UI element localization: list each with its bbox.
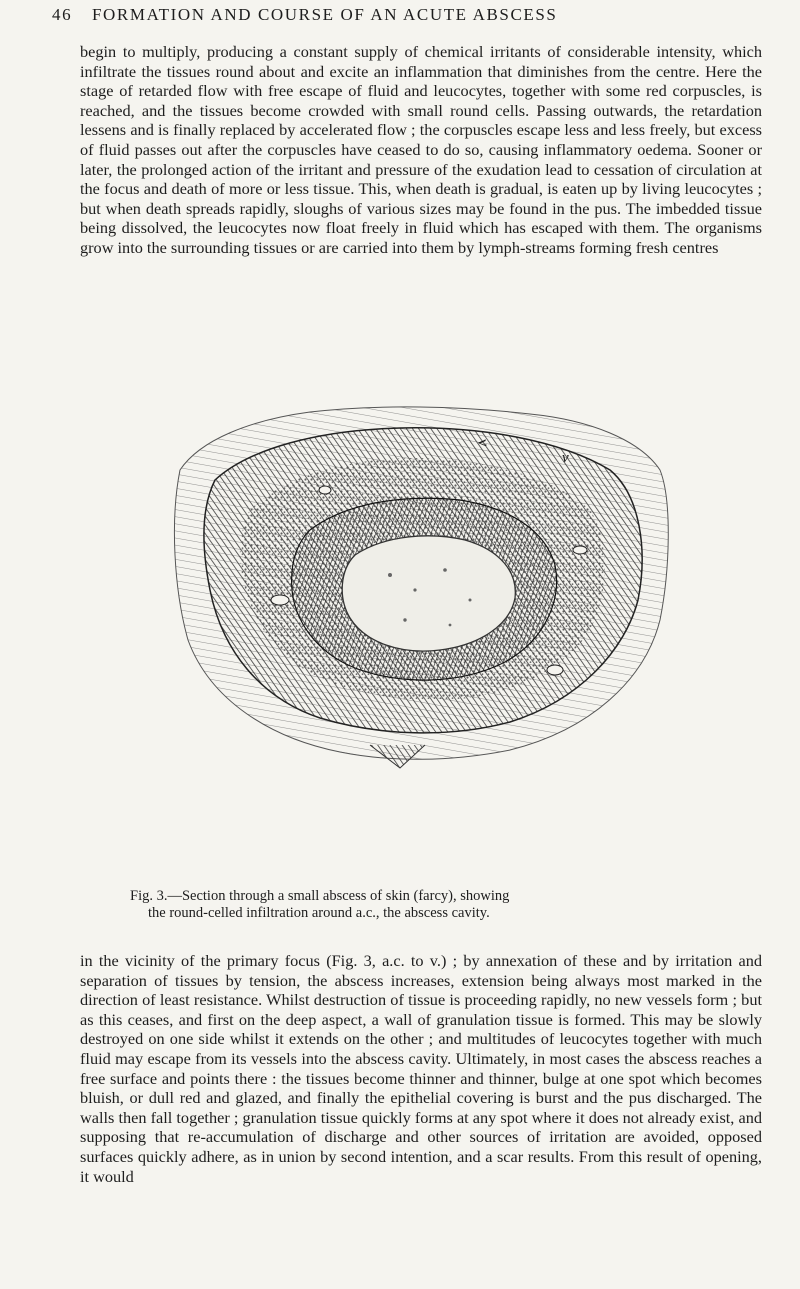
abscess-section-engraving [160, 400, 680, 770]
figure-label-side: v [562, 450, 569, 466]
caption-line-1: Fig. 3.—Section through a small abscess of skin (farcy), showing [130, 888, 510, 904]
figure-illustration [160, 400, 680, 770]
page-number: 46 [52, 5, 73, 24]
running-title: FORMATION AND COURSE OF AN ACUTE ABSCESS [92, 5, 558, 24]
caption-line-2: the round-celled infiltration around a.c., the abscess cavity. [148, 905, 490, 921]
figure-label-top: v [474, 437, 493, 448]
paragraph-1: begin to multiply, producing a constant supply of chemical irritants of considerable intensity, which infiltrate the tissues round about and excite an inflammation that diminishes from the centre. Here the stage of retarded flow with free escape of fluid and leucocytes, together with some red corpuscles, is reached, and the tissues become crowded with small round cells. Passing outwards, the retardation lessens and is finally replaced by accelerated flow ; the corpuscles escape less and less freely, but excess of fluid passes out after the corpuscles have ceased to do so, causing inflammatory oedema. Sooner or later, the prolonged action of the irritant and pressure of the exudation lead to cessation of circulation at the focus and death of more or less tissue. This, when death is gradual, is eaten up by living leucocytes ; but when death spreads rapidly, sloughs of various sizes may be found in the pus. The imbedded tissue being dissolved, the leucocytes now float freely in fluid which has escaped with them. The organisms grow into the surrounding tissues or are carried into them by lymph-streams forming fresh centres [80, 42, 762, 257]
paragraph-2: in the vicinity of the primary focus (Fig. 3, a.c. to v.) ; by annexation of these and by irritation and separation of tissues by tension, the abscess increases, extension being always most marked in the direction of least resistance. Whilst destruction of tissue is proceeding rapidly, no new vessels form ; but as this ceases, and first on the deep aspect, a wall of granulation tissue is formed. This may be slowly destroyed on one side whilst it extends on the other ; and multitudes of leucocytes together with much fluid may escape from its vessels into the abscess cavity. Ultimately, in most cases the abscess reaches a free surface and points there : the tissues become thinner and thinner, bulge at one spot which becomes bluish, or dull red and glazed, and finally the epithelial covering is burst and the pus discharged. The walls then fall together ; granulation tissue quickly forms at any spot where it does not already exist, and supposing that re-accumulation of discharge and other sources of irritation are avoided, opposed surfaces quickly adhere, as in union by second intention, and a scar results. From this result of opening, it would [80, 951, 762, 1186]
running-header [52, 5, 772, 29]
figure-caption [130, 888, 770, 922]
